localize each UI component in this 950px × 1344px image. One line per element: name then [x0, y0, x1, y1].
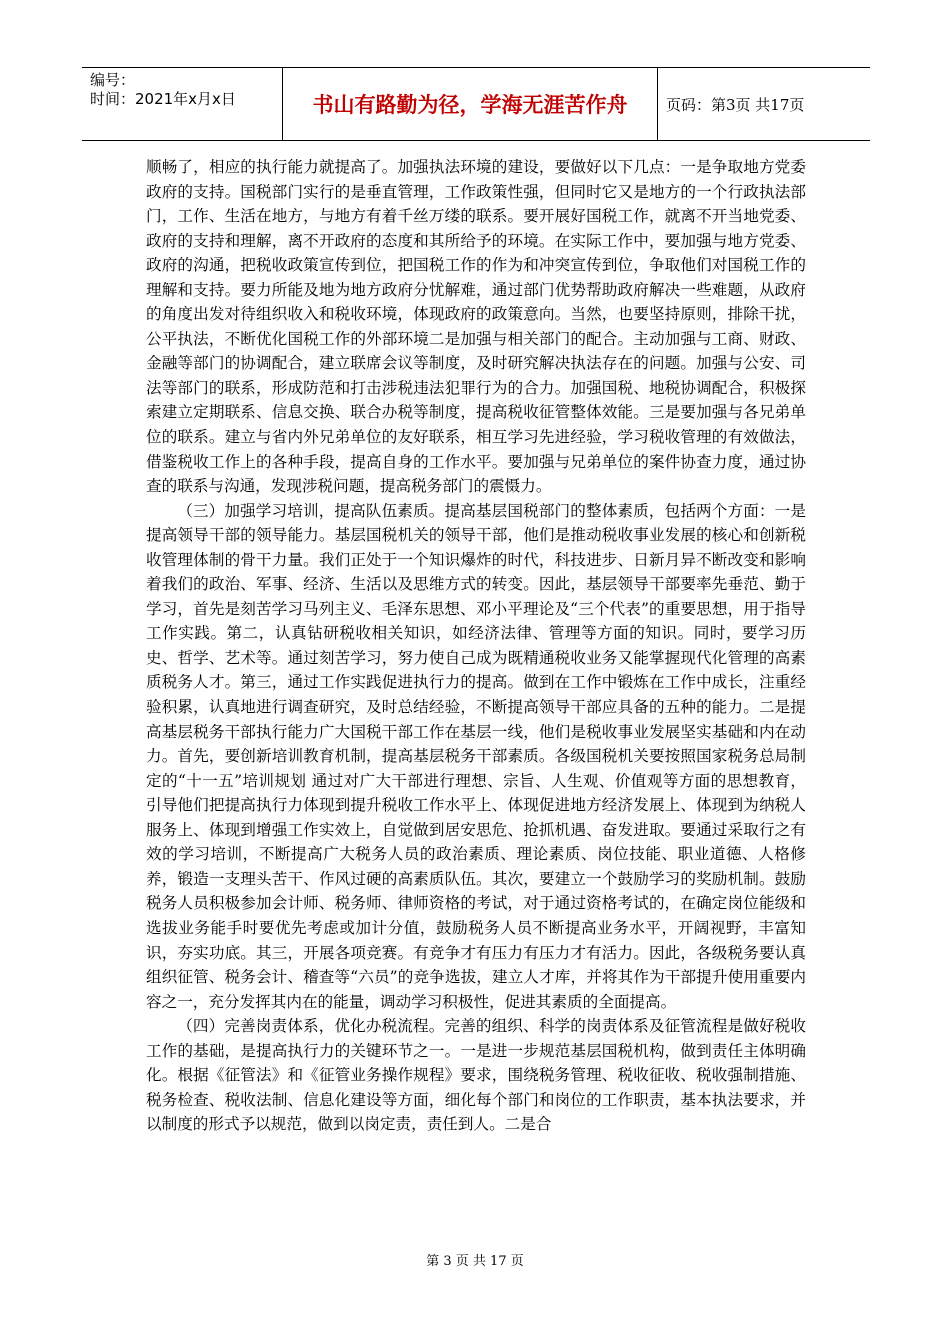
page-header — [82, 67, 870, 141]
document-body — [146, 155, 806, 1137]
body-paragraph-2: （三）加强学习培训，提高队伍素质。提高基层国税部门的整体素质，包括两个方面：一是提高领导干部的领导能力。基层国税机关的领导干部，他们是推动税收事业发展的核心和创新税收管理体制的骨干力量。我们正处于一个知识爆炸的时代，科技进步、日新月异不断改变和影响着我们的政治、军事、经济、生活以及思维方式的转变。因此，基层领导干部要率先垂范、勤于学习，首先是刻苦学习马列主义、毛泽东思想、邓小平理论及“三个代表”的重要思想，用于指导工作实践。第二，认真钻研税收相关知识，如经济法律、管理等方面的知识。同时，要学习历史、哲学、艺术等。通过刻苦学习，努力使自己成为既精通税收业务又能掌握现代化管理的高素质税务人才。第三，通过工作实践促进执行力的提高。做到在工作中锻炼在工作中成长，注重经验积累，认真地进行调查研究，及时总结经验，不断提高领导干部应具备的五种的能力。二是提高基层税务干部执行能力广大国税干部工作在基层一线，他们是税收事业发展坚实基础和内在动力。首先，要创新培训教育机制，提高基层税务干部素质。各级国税机关要按照国家税务总局制定的“十一五”培训规划 通过对广大干部进行理想、宗旨、人生观、价值观等方面的思想教育，引导他们把提高执行力体现到提升税收工作水平上、体现促进地方经济发展上、体现到为纳税人服务上、体现到增强工作实效上，自觉做到居安思危、抢抓机遇、奋发进取。要通过采取行之有效的学习培训，不断提高广大税务人员的政治素质、理论素质、岗位技能、职业道德、人格修养，锻造一支理头苦干、作风过硬的高素质队伍。其次，要建立一个鼓励学习的奖励机制。鼓励税务人员积极参加会计师、税务师、律师资格的考试，对于通过资格考试的，在确定岗位能级和选拔业务能手时要优先考虑或加计分值，鼓励税务人员不断提高业务水平，开阔视野，丰富知识，夯实功底。其三，开展各项竞赛。有竞争才有压力有压力才有活力。因此，各级税务要认真组织征管、税务会计、稽查等“六员”的竞争选拔，建立人才库，并将其作为干部提升使用重要内容之一，充分发挥其内在的能量，调动学习积极性，促进其素质的全面提高。 — [146, 501, 806, 1011]
document-number-label: 编号： — [90, 71, 136, 89]
document-date-label: 时间：2021年x月x日 — [90, 90, 236, 108]
header-meta — [82, 68, 282, 140]
page-footer: 第 3 页 共 17 页 — [426, 1254, 524, 1269]
body-paragraph-1: 顺畅了，相应的执行能力就提高了。加强执法环境的建设，要做好以下几点：一是争取地方党委政府的支持。国税部门实行的是垂直管理，工作政策性强，但同时它又是地方的一个行政执法部门，工作、生活在地方，与地方有着千丝万缕的联系。要开展好国税工作，就离不开当地党委、政府的支持和理解，离不开政府的态度和其所给予的环境。在实际工作中，要加强与地方党委、政府的沟通，把税收政策宣传到位，把国税工作的作为和冲突宣传到位，争取他们对国税工作的理解和支持。要力所能及地为地方政府分忧解难，通过部门优势帮助政府解决一些难题，从政府的角度出发对待组织收入和税收环境，体现政府的政策意向。当然，也要坚持原则，排除干扰，公平执法，不断优化国税工作的外部环境二是加强与相关部门的配合。主动加强与工商、财政、金融等部门的协调配合，建立联席会议等制度，及时研究解决执法存在的问题。加强与公安、司法等部门的联系，形成防范和打击涉税违法犯罪行为的合力。加强国税、地税协调配合，积极探索建立定期联系、信息交换、联合办税等制度，提高税收征管整体效能。三是要加强与各兄弟单位的联系。建立与省内外兄弟单位的友好联系，相互学习先进经验，学习税收管理的有效做法，借鉴税收工作上的各种手段，提高自身的工作水平。要加强与兄弟单位的案件协查力度，通过协查的联系与沟通，发现涉税问题，提高税务部门的震慑力。 — [146, 158, 806, 496]
header-motto: 书山有路勤为径，学海无涯苦作舟 — [282, 68, 657, 140]
body-paragraph-3: （四）完善岗责体系，优化办税流程。完善的组织、科学的岗责体系及征管流程是做好税收工作的基础，是提高执行力的关键环节之一。一是进一步规范基层国税机构，做到责任主体明确化。根据《征管法》和《征管业务操作规程》要求，围绕税务管理、税收征收、税收强制措施、税务检查、税收法制、信息化建设等方面，细化每个部门和岗位的工作职责，基本执法要求，并以制度的形式予以规范，做到以岗定责，责任到人。二是合 — [146, 1017, 806, 1134]
header-page-info: 页码：第3页 共17页 — [657, 68, 870, 140]
